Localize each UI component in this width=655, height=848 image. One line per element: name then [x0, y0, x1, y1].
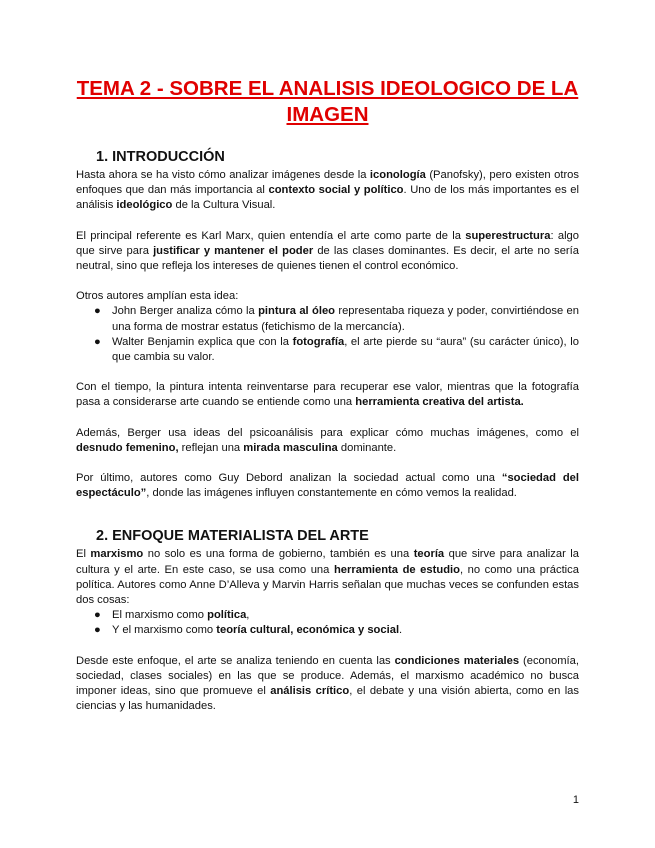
bold-text: contexto social y político	[268, 184, 404, 197]
bold-text: herramienta creativa del artista.	[355, 396, 524, 409]
text-run: . Uno de los más importantes es el análisis	[76, 184, 579, 212]
bold-text: superestructura	[465, 229, 551, 242]
bold-text: desnudo femenino,	[76, 441, 179, 454]
text-run: , el debate y una visión abierta, como en las ciencias y las humanidades.	[76, 685, 579, 713]
paragraph	[76, 168, 579, 214]
bullet-icon: ●	[94, 624, 101, 637]
list-item	[76, 623, 579, 638]
bold-text: marxismo	[90, 548, 144, 561]
text-run: El principal referente es Karl Marx, quien entendía el arte como parte de la	[76, 229, 466, 242]
section-heading-enfoque-materialista: 2. ENFOQUE MATERIALISTA DEL ARTE	[96, 528, 369, 545]
text-run: dominante.	[337, 441, 397, 454]
paragraph	[76, 380, 579, 410]
text-run: Por último, autores como Guy Debord analizan la sociedad actual como una	[76, 472, 502, 485]
text-run: El	[76, 548, 91, 561]
paragraph	[76, 471, 579, 501]
bold-text: herramienta de estudio	[333, 563, 460, 576]
bold-text: teoría cultural, económica y social	[216, 624, 400, 637]
text-run: Hasta ahora se ha visto cómo analizar imágenes desde la	[76, 169, 370, 181]
paragraph	[76, 289, 579, 304]
list-item	[76, 304, 579, 334]
bullet-list	[76, 304, 579, 365]
bold-text: “sociedad del espectáculo”	[76, 472, 579, 500]
text-run: de las clases dominantes. Es decir, el arte no sería neutral, sino que refleja los intereses de quienes tienen el control económico.	[76, 244, 579, 273]
paragraph	[76, 229, 579, 275]
paragraph	[76, 654, 579, 715]
bold-text: mirada masculina	[243, 441, 338, 454]
text-run: .	[399, 624, 403, 637]
page-number: 1	[572, 794, 579, 806]
text-run: Con el tiempo, la pintura intenta reinventarse para recuperar ese valor, mientras que la fotografía pasa a considerarse arte cuando se entiende como una	[76, 381, 579, 409]
bold-text: pintura al óleo	[258, 305, 336, 318]
bold-text: justificar y mantener el poder	[153, 244, 314, 257]
text-run: (Panofsky), pero existen otros enfoques que dan más importancia al	[76, 169, 579, 197]
bullet-icon: ●	[94, 335, 101, 348]
bold-text: ideológico	[116, 199, 173, 212]
text-run: , donde las imágenes influyen constantemente en cómo vemos la realidad.	[146, 487, 517, 500]
bold-text: análisis crítico	[270, 685, 350, 698]
text-run: (economía, sociedad, clases sociales) en las que se produce. Además, el marxismo académico no busca imponer ideas, sino que promueve el	[76, 654, 579, 698]
text-run: , no como una práctica política. Autores como Anne D’Alleva y Marvin Harris señalan que muchas veces se confunden estas dos cosas:	[76, 563, 579, 607]
text-run: no solo es una forma de gobierno, también es una	[143, 548, 414, 561]
bullet-list	[76, 608, 579, 638]
paragraph	[76, 426, 579, 456]
text-run: Además, Berger usa ideas del psicoanálisis para explicar cómo muchas imágenes, como el	[76, 426, 579, 439]
list-item	[76, 335, 579, 365]
section-heading-introduccion: 1. INTRODUCCIÓN	[96, 149, 225, 165]
bullet-icon: ●	[94, 305, 101, 318]
text-run: El marxismo como	[112, 609, 208, 622]
bold-text: política	[207, 609, 247, 622]
text-run: ,	[246, 609, 250, 622]
text-run: Walter Benjamin explica que con la	[112, 335, 293, 348]
paragraph	[76, 547, 579, 608]
text-run: reflejan una	[178, 441, 244, 454]
text-run: Y el marxismo como	[112, 624, 217, 637]
text-run: : algo que sirve para	[76, 229, 580, 257]
bold-text: condiciones materiales	[394, 654, 520, 667]
bullet-icon: ●	[94, 609, 101, 622]
bold-text: teoría	[413, 548, 445, 561]
text-run: John Berger analiza cómo la	[112, 305, 259, 318]
text-run: que sirve para analizar la cultura y el arte. En este caso, se usa como una	[76, 548, 579, 576]
list-item	[76, 608, 579, 623]
text-run: Desde este enfoque, el arte se analiza teniendo en cuenta las	[76, 654, 395, 667]
bold-text: iconología	[369, 169, 426, 181]
text-run: Otros autores amplían esta idea:	[76, 290, 239, 303]
text-run: representaba riqueza y poder, convirtiéndose en una forma de mostrar estatus (fetichismo de la mercancía).	[112, 305, 579, 333]
page-title: TEMA 2 - SOBRE EL ANALISIS IDEOLOGICO DE LA IMAGEN	[76, 77, 579, 126]
text-run: de la Cultura Visual.	[172, 199, 276, 212]
text-run: , el arte pierde su “aura” (su carácter único), lo que cambia su valor.	[112, 335, 579, 364]
bold-text: fotografía	[292, 335, 345, 348]
